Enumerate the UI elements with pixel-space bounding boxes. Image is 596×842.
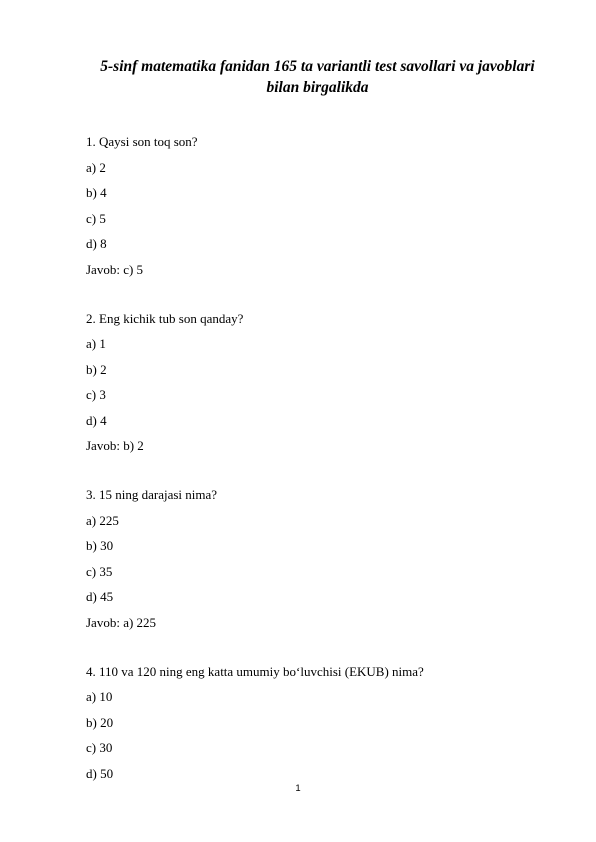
page-number: 1 [295, 783, 301, 794]
option-c: c) 3 [86, 387, 106, 402]
option-b: b) 4 [86, 185, 107, 200]
question-block-1 [86, 129, 556, 282]
answer-text: Javob: b) 2 [86, 438, 144, 453]
option-d: d) 8 [86, 236, 107, 251]
question-block-3 [86, 482, 556, 635]
option-d: d) 45 [86, 589, 114, 604]
title-line-2: bilan birgalikda [266, 79, 369, 96]
option-c: c) 35 [86, 563, 113, 579]
question-text: 1. Qaysi son toq son? [86, 134, 198, 149]
option-c: c) 5 [86, 210, 106, 226]
option-a: a) 10 [86, 689, 113, 704]
option-d: d) 50 [86, 765, 114, 781]
option-d: d) 4 [86, 412, 107, 428]
question-text: 2. Eng kichik tub son qanday? [86, 310, 244, 326]
question-block-4 [86, 659, 556, 787]
option-b: b) 30 [86, 538, 114, 553]
option-a: a) 2 [86, 159, 106, 175]
option-a: a) 225 [86, 512, 119, 528]
option-b: b) 2 [86, 361, 107, 377]
answer-text: Javob: c) 5 [86, 261, 144, 277]
answer-text: Javob: a) 225 [86, 614, 157, 630]
question-text: 3. 15 ning darajasi nima? [86, 487, 218, 502]
option-c: c) 30 [86, 740, 113, 755]
question-block-2 [86, 306, 556, 459]
option-b: b) 20 [86, 714, 114, 730]
document-title [70, 56, 565, 98]
question-text: 4. 110 va 120 ning eng katta umumiy bo‘luvchisi (EKUB) nima? [86, 663, 424, 679]
question-list [86, 129, 556, 810]
title-line-1: 5-sinf matematika fanidan 165 ta variantli test savollari va javoblari [100, 58, 535, 75]
option-a: a) 1 [86, 336, 106, 351]
